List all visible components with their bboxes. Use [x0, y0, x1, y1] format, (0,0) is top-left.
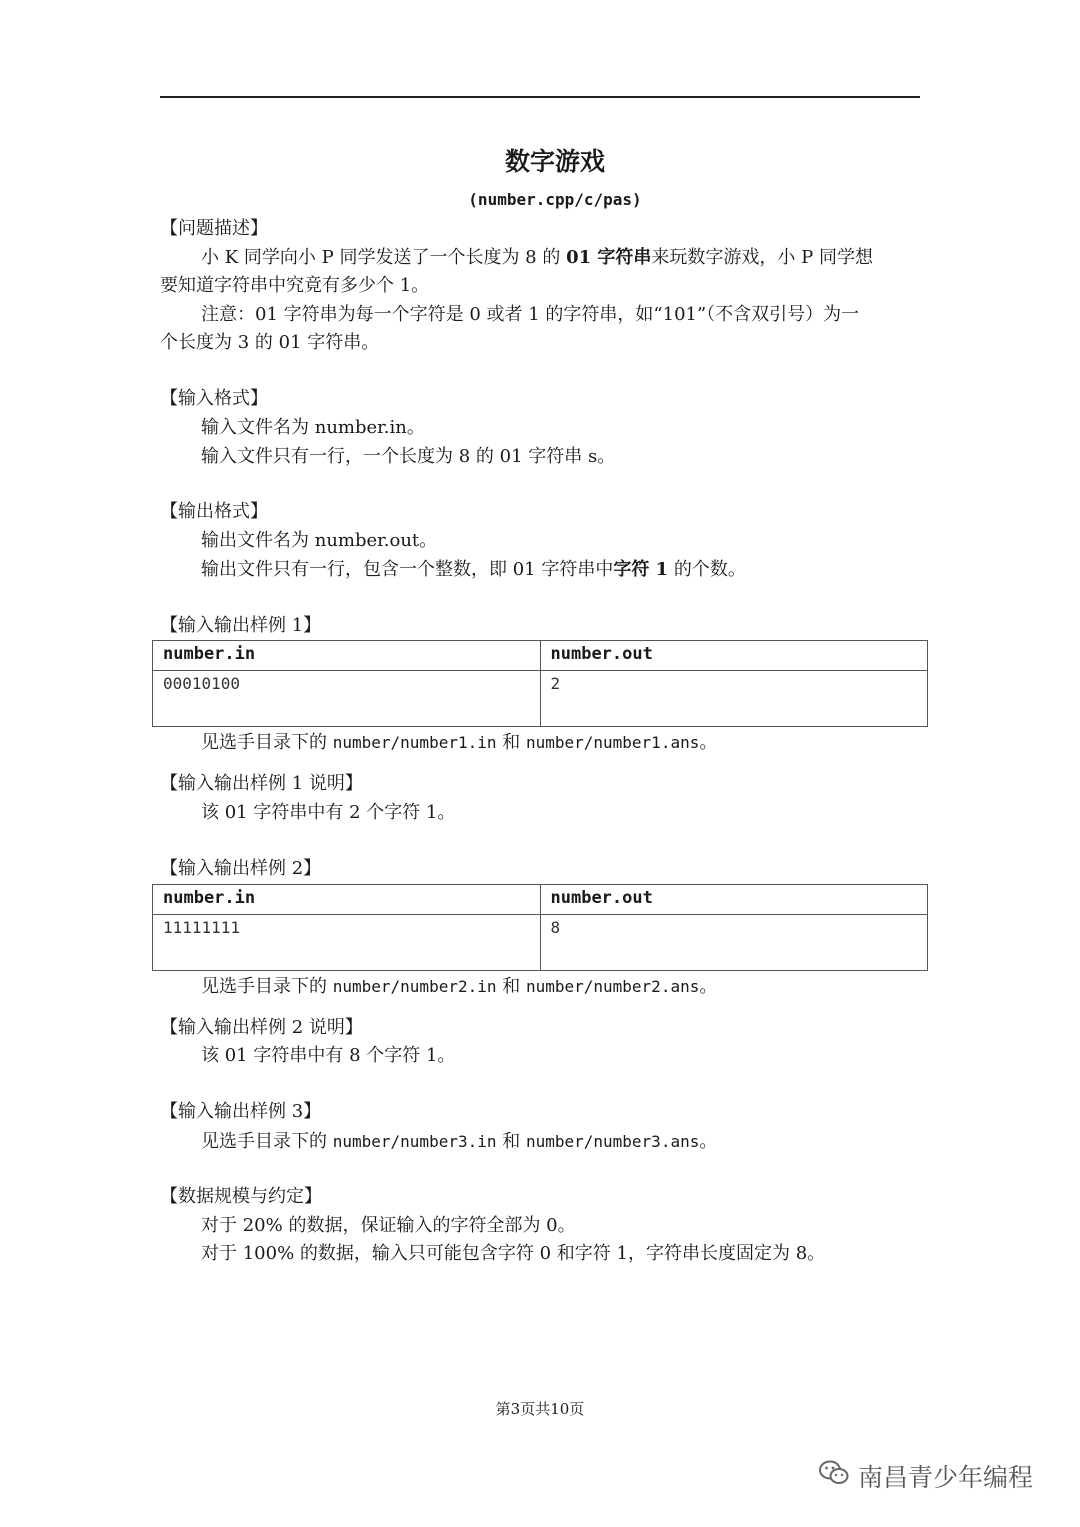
output-format-line1: 输出文件名为 number.out。	[201, 530, 438, 551]
wechat-icon	[818, 1459, 858, 1493]
sample1-explanation-heading: 【输入输出样例 1 说明】	[160, 773, 363, 794]
output-format-line2: 输出文件只有一行，包含一个整数，即 01 字符串中字符 1 的个数。	[201, 559, 746, 580]
page-title: 数字游戏	[504, 147, 605, 176]
input-format-heading: 【输入格式】	[160, 388, 268, 409]
table-row	[153, 885, 928, 915]
input-format-line2: 输入文件只有一行，一个长度为 8 的 01 字符串 s。	[201, 446, 616, 467]
sample2-col-in: number.in	[153, 885, 541, 915]
note-line1: 注意：01 字符串为每一个字符是 0 或者 1 的字符串，如“101”（不含双引号）为一	[201, 304, 860, 325]
problem-paragraph-line2: 要知道字符串中究竟有多少个 1。	[160, 275, 430, 296]
page-number: 第3页共10页	[495, 1400, 585, 1418]
sample2-in-value: 11111111	[153, 915, 541, 971]
problem-paragraph-line1: 小 K 同学向小 P 同学发送了一个长度为 8 的 01 字符串来玩数字游戏，小 P 同学想	[201, 247, 873, 268]
constraints-line1: 对于 20% 的数据，保证输入的字符全部为 0。	[201, 1215, 576, 1236]
sample3-heading: 【输入输出样例 3】	[160, 1101, 322, 1122]
problem-heading: 【问题描述】	[160, 218, 268, 239]
sample2-table	[152, 884, 928, 971]
input-format-line1: 输入文件名为 number.in。	[201, 417, 425, 438]
constraints-heading: 【数据规模与约定】	[160, 1186, 322, 1207]
header-rule	[160, 96, 920, 98]
sample1-table	[152, 640, 928, 727]
note-line2: 个长度为 3 的 01 字符串。	[160, 332, 380, 353]
table-row	[153, 641, 928, 671]
sample2-out-value: 8	[540, 915, 928, 971]
sample3-see-files: 见选手目录下的 number/number3.in 和 number/number3.ans。	[201, 1131, 718, 1152]
constraints-line2: 对于 100% 的数据，输入只可能包含字符 0 和字符 1，字符串长度固定为 8。	[201, 1243, 826, 1264]
sample2-explanation-text: 该 01 字符串中有 8 个字符 1。	[201, 1045, 456, 1066]
sample2-explanation-heading: 【输入输出样例 2 说明】	[160, 1017, 363, 1038]
watermark-text: 南昌青少年编程	[858, 1463, 1034, 1492]
table-row	[153, 915, 928, 971]
sample1-col-in: number.in	[153, 641, 541, 671]
watermark	[818, 1458, 1033, 1494]
sample1-col-out: number.out	[540, 641, 928, 671]
sample2-see-files: 见选手目录下的 number/number2.in 和 number/number2.ans。	[201, 976, 718, 997]
file-names: (number.cpp/c/pas)	[468, 190, 642, 209]
sample1-heading: 【输入输出样例 1】	[160, 615, 322, 636]
sample1-see-files: 见选手目录下的 number/number1.in 和 number/number1.ans。	[201, 732, 718, 753]
sample1-out-value: 2	[540, 671, 928, 727]
table-row	[153, 671, 928, 727]
output-format-heading: 【输出格式】	[160, 501, 268, 522]
sample1-explanation-text: 该 01 字符串中有 2 个字符 1。	[201, 802, 456, 823]
sample1-in-value: 00010100	[153, 671, 541, 727]
sample2-col-out: number.out	[540, 885, 928, 915]
sample2-heading: 【输入输出样例 2】	[160, 858, 322, 879]
